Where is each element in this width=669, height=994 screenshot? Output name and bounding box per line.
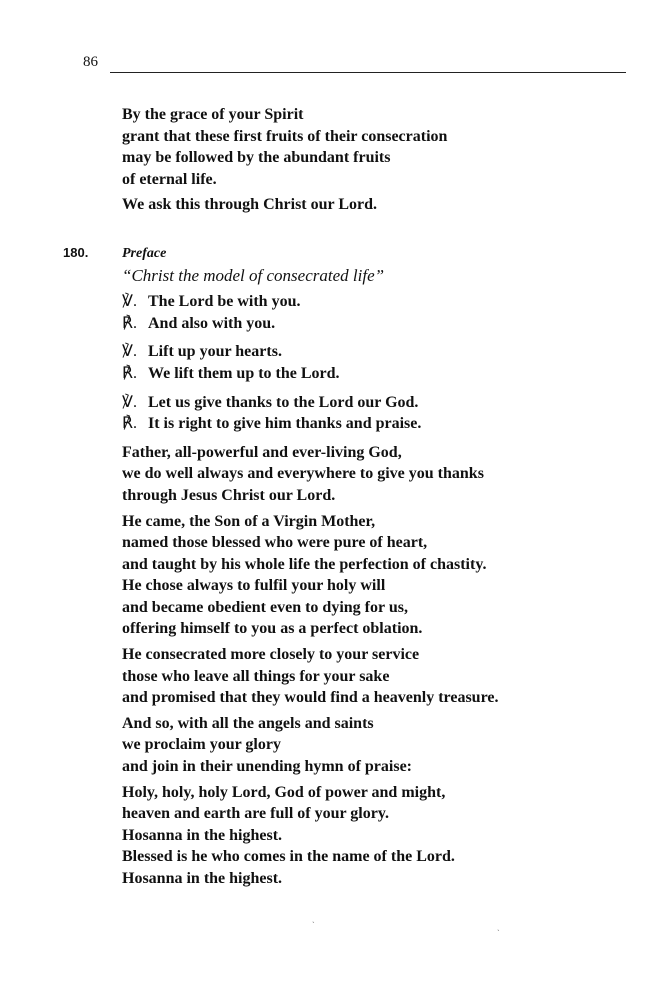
dialogue-pair <box>122 392 642 435</box>
versicle-text: The Lord be with you. <box>148 293 301 311</box>
text-line: those who leave all things for your sake <box>122 667 390 685</box>
versicle-line <box>122 291 642 313</box>
text-line: may be followed by the abundant fruits <box>122 149 391 167</box>
versicle-text: Let us give thanks to the Lord our God. <box>148 393 419 411</box>
section-number: 180. <box>63 244 89 260</box>
opening-closing <box>122 194 642 216</box>
text-line: and became obedient even to dying for us, <box>122 598 408 616</box>
text-line: heaven and earth are full of your glory. <box>122 805 389 823</box>
text-line: we proclaim your glory <box>122 736 281 754</box>
dialogue-pair <box>122 341 642 384</box>
text-line: offering himself to you as a perfect oblation. <box>122 620 423 638</box>
text-line: Blessed is he who comes in the name of the Lord. <box>122 848 455 866</box>
versicle-text: Lift up your hearts. <box>148 343 282 361</box>
dialogue-pair <box>122 291 642 334</box>
text-line: He chose always to fulfil your holy will <box>122 577 386 595</box>
text-line: and join in their unending hymn of praise: <box>122 758 412 776</box>
print-speck: ˎ <box>497 922 500 931</box>
text-line: named those blessed who were pure of heart, <box>122 534 428 552</box>
text-line: He came, the Son of a Virgin Mother, <box>122 512 376 530</box>
text-line: and promised that they would find a heavenly treasure. <box>122 689 499 707</box>
text-line: We ask this through Christ our Lord. <box>122 196 378 214</box>
text-line: Hosanna in the highest. <box>122 870 283 887</box>
text-line: And so, with all the angels and saints <box>122 714 374 732</box>
versicle-line <box>122 392 642 414</box>
section-spacer <box>122 220 642 242</box>
text-line: He consecrated more closely to your service <box>122 646 420 664</box>
text-line: through Jesus Christ our Lord. <box>122 486 336 504</box>
section-heading <box>63 242 642 265</box>
text-line: and taught by his whole life the perfection of chastity. <box>122 555 487 573</box>
versicle-symbol: ℣. <box>122 393 137 411</box>
preface-paragraph <box>122 713 642 778</box>
response-line <box>122 413 642 435</box>
text-line: of eternal life. <box>122 170 217 188</box>
response-symbol: ℟. <box>122 415 137 433</box>
response-line <box>122 313 642 335</box>
text-line: By the grace of your Spirit <box>122 106 304 123</box>
response-text: We lift them up to the Lord. <box>148 364 340 382</box>
section-title: Preface <box>122 245 167 261</box>
print-speck: ˏ <box>312 914 315 923</box>
opening-prayer <box>122 104 642 190</box>
response-line <box>122 363 642 385</box>
response-text: It is right to give him thanks and praise. <box>148 415 422 433</box>
text-line: Hosanna in the highest. <box>122 826 283 844</box>
text-line: Holy, holy, holy Lord, God of power and might, <box>122 783 446 801</box>
preface-paragraph <box>122 442 642 507</box>
response-text: And also with you. <box>148 314 276 332</box>
sanctus <box>122 782 642 890</box>
header-rule <box>110 72 626 73</box>
text-line: grant that these first fruits of their consecration <box>122 127 448 145</box>
text-line: Father, all-powerful and ever-living God, <box>122 443 402 461</box>
response-symbol: ℟. <box>122 364 137 382</box>
versicle-symbol: ℣. <box>122 343 137 361</box>
versicle-line <box>122 341 642 363</box>
preface-paragraph <box>122 644 642 709</box>
preface-paragraph <box>122 511 642 641</box>
page-number: 86 <box>83 54 98 70</box>
response-symbol: ℟. <box>122 314 137 332</box>
text-line: we do well always and everywhere to give you thanks <box>122 465 484 483</box>
section-subtitle: “Christ the model of consecrated life” <box>122 265 385 285</box>
versicle-symbol: ℣. <box>122 293 137 311</box>
main-text <box>63 104 642 894</box>
